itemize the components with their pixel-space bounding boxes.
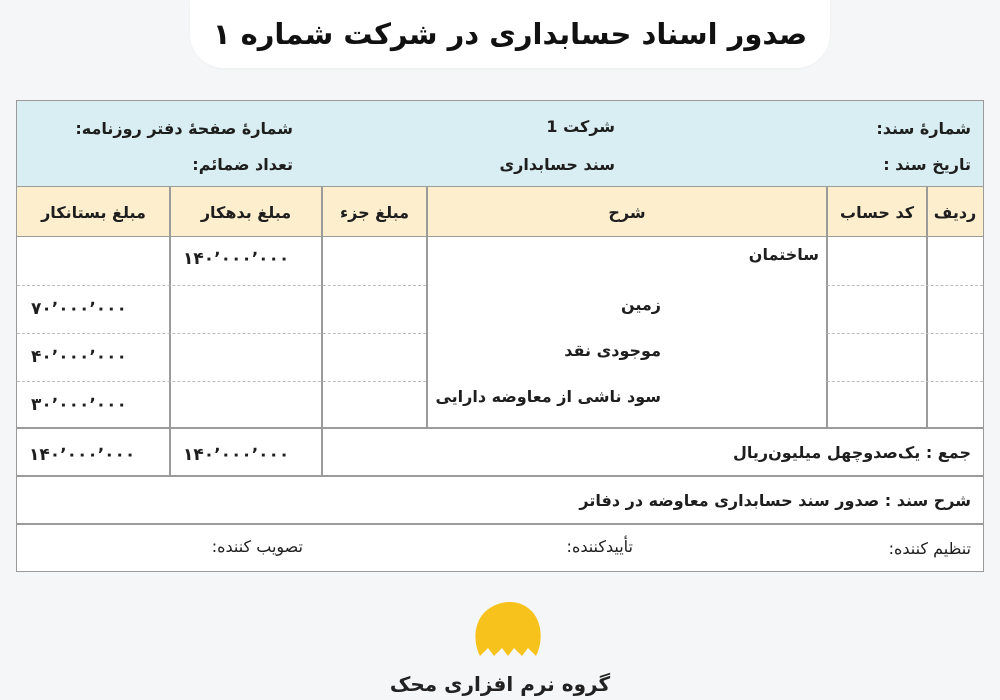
narration-separator xyxy=(17,475,983,477)
row-4-description: سود ناشی از معاوضه دارایی xyxy=(435,387,661,406)
brand-logo-icon xyxy=(470,598,546,668)
total-separator xyxy=(17,427,983,429)
brand-name: گروه نرم افزاری محک xyxy=(389,672,611,696)
divider xyxy=(321,187,323,475)
row-4-credit: ۳۰٬۰۰۰٬۰۰۰ xyxy=(31,395,127,415)
col-debit: مبلغ بدهکار xyxy=(200,202,292,222)
divider xyxy=(826,187,828,427)
approved-by: تصویب کننده: xyxy=(211,537,303,556)
title-banner xyxy=(190,0,830,68)
voucher-date-label: تاریخ سند : xyxy=(883,155,971,174)
row-separator xyxy=(827,381,983,382)
voucher-number-label: شمارهٔ سند: xyxy=(876,119,971,138)
row-2-credit: ۷۰٬۰۰۰٬۰۰۰ xyxy=(31,299,127,319)
row-separator xyxy=(827,333,983,334)
company-name: شرکت 1 xyxy=(546,117,615,136)
col-partial-amount: مبلغ جزء xyxy=(339,202,410,222)
col-credit: مبلغ بستانکار xyxy=(41,202,146,222)
row-3-description: موجودی نقد xyxy=(564,341,661,360)
row-separator xyxy=(827,285,983,286)
divider xyxy=(169,187,171,475)
row-separator xyxy=(17,333,426,334)
row-1-debit: ۱۴۰٬۰۰۰٬۰۰۰ xyxy=(183,249,290,269)
prepared-by: تنظیم کننده: xyxy=(888,539,971,558)
col-description: شرح xyxy=(608,202,646,222)
divider xyxy=(426,187,428,427)
accounting-voucher xyxy=(16,100,984,572)
voucher-header xyxy=(17,101,983,187)
signature-separator xyxy=(17,523,983,525)
row-separator xyxy=(17,285,426,286)
row-separator xyxy=(17,381,426,382)
confirmed-by: تأییدکننده: xyxy=(566,537,633,556)
page-title: صدور اسناد حسابداری در شرکت شماره ۱ xyxy=(212,17,808,51)
total-label: جمع : یک‌صدوچهل میلیون‌ریال xyxy=(732,443,971,462)
total-credit: ۱۴۰٬۰۰۰٬۰۰۰ xyxy=(29,445,136,465)
col-row: ردیف xyxy=(933,202,977,222)
attachments-label: تعداد ضمائم: xyxy=(192,155,293,174)
divider xyxy=(926,187,928,427)
voucher-narration: شرح سند : صدور سند حسابداری معاوضه در دفاتر xyxy=(579,491,971,510)
total-debit: ۱۴۰٬۰۰۰٬۰۰۰ xyxy=(183,445,290,465)
col-account-code: کد حساب xyxy=(840,202,915,222)
row-1-description: ساختمان xyxy=(748,245,819,264)
voucher-table xyxy=(17,187,983,427)
journal-page-label: شمارهٔ صفحهٔ دفتر روزنامه: xyxy=(75,119,293,138)
logo-shape xyxy=(475,602,540,656)
row-2-description: زمین xyxy=(620,295,661,314)
voucher-type: سند حسابداری xyxy=(499,155,615,174)
row-3-credit: ۴۰٬۰۰۰٬۰۰۰ xyxy=(31,347,127,367)
